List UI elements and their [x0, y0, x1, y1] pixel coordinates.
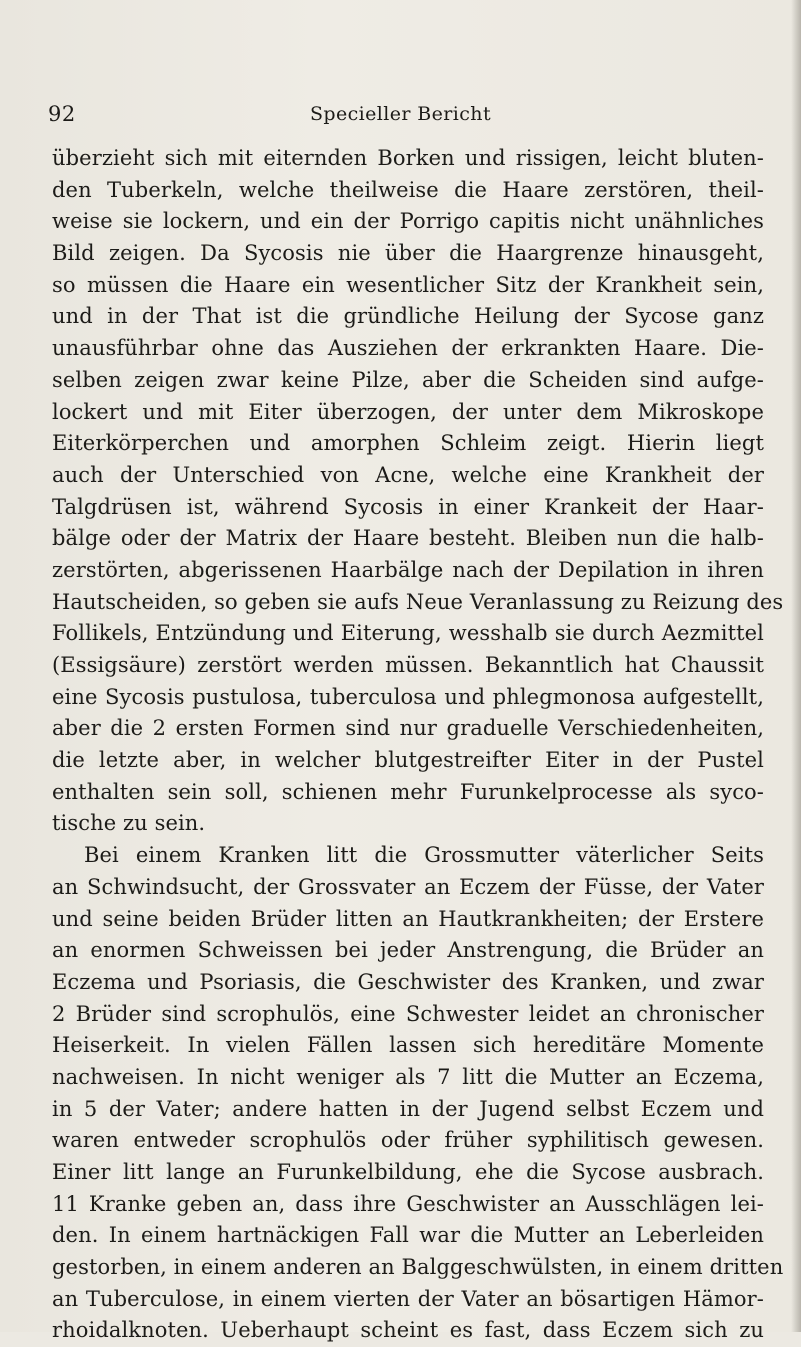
text-line: 2 Brüder sind scrophulös, eine Schwester leidet an chronischer [52, 1001, 764, 1026]
text-line: überzieht sich mit eiternden Borken und rissigen, leicht bluten- [52, 146, 764, 170]
text-line: enthalten sein soll, schienen mehr Furunkelprocesse als syco- [52, 779, 764, 804]
text-line: Eczema und Psoriasis, die Geschwister des Kranken, und zwar [52, 969, 764, 994]
text-line: (Essigsäure) zerstört werden müssen. Bekanntlich hat Chaussit [52, 653, 764, 677]
text-line: 11 Kranke geben an, dass ihre Geschwister an Ausschlägen lei- [52, 1191, 764, 1216]
text-line: den Tuberkeln, welche theilweise die Haare zerstören, theil- [52, 177, 764, 202]
text-line: selben zeigen zwar keine Pilze, aber die Scheiden sind aufge- [52, 367, 764, 392]
text-line: unausführbar ohne das Ausziehen der erkrankten Haare. Die- [52, 336, 764, 361]
text-line: Eiterkörperchen und amorphen Schleim zeigt. Hierin liegt [52, 431, 764, 456]
text-line: weise sie lockern, und ein der Porrigo capitis nicht unähnliches [52, 209, 764, 234]
text-line: Einer litt lange an Furunkelbildung, ehe die Sycose ausbrach. [52, 1160, 764, 1184]
text-line: lockert und mit Eiter überzogen, der unter dem Mikroskope [52, 399, 764, 424]
running-head: Specieller Bericht [310, 103, 491, 125]
text-line: Talgdrüsen ist, während Sycosis in einer Krankeit der Haar- [52, 494, 764, 519]
text-line: in 5 der Vater; andere hatten in der Jugend selbst Eczem und [52, 1096, 764, 1121]
body-text [52, 143, 784, 1347]
text-line: die letzte aber, in welcher blutgestreifter Eiter in der Pustel [52, 748, 764, 773]
text-line: so müssen die Haare ein wesentlicher Sitz der Krankheit sein, [52, 272, 764, 297]
text-line: aber die 2 ersten Formen sind nur graduelle Verschiedenheiten, [52, 716, 764, 741]
page-header [0, 99, 801, 135]
text-line: waren entweder scrophulös oder früher syphilitisch gewesen. [52, 1128, 764, 1153]
text-line: an Schwindsucht, der Grossvater an Eczem der Füsse, der Vater [52, 874, 764, 899]
text-line: zerstörten, abgerissenen Haarbälge nach der Depilation in ihren [52, 557, 764, 582]
text-line: Heiserkeit. In vielen Fällen lassen sich hereditäre Momente [52, 1033, 764, 1058]
text-line: eine Sycosis pustulosa, tuberculosa und phlegmonosa aufgestellt, [52, 684, 764, 709]
text-line: gestorben, in einem anderen an Balggeschwülsten, in einem dritten [52, 1255, 784, 1280]
text-line: rhoidalknoten. Ueberhaupt scheint es fast, dass Eczem sich zu [52, 1318, 764, 1343]
text-line: Hautscheiden, so geben sie aufs Neue Veranlassung zu Reizung des [52, 589, 784, 614]
text-line: bälge oder der Matrix der Haare besteht. Bleiben nun die halb- [52, 526, 764, 551]
text-line: an enormen Schweissen bei jeder Anstrengung, die Brüder an [52, 938, 764, 963]
text-line: und in der That ist die gründliche Heilung der Sycose ganz [52, 304, 764, 329]
text-line: Bild zeigen. Da Sycosis nie über die Haargrenze hinausgeht, [52, 241, 764, 266]
text-line: auch der Unterschied von Acne, welche eine Krankheit der [52, 462, 764, 487]
text-line: und seine beiden Brüder litten an Hautkrankheiten; der Erstere [52, 906, 764, 931]
text-line: den. In einem hartnäckigen Fall war die Mutter an Leberleiden [52, 1223, 764, 1248]
text-line: Follikels, Entzündung und Eiterung, wesshalb sie durch Aezmittel [52, 621, 764, 646]
paragraph-first-line: Bei einem Kranken litt die Grossmutter väterlicher Seits [84, 843, 764, 868]
paragraph-last-line: tische zu sein. [52, 811, 206, 836]
page-edge-shadow [791, 0, 801, 1332]
text-line: an Tuberculose, in einem vierten der Vater an bösartigen Hämor- [52, 1286, 764, 1311]
text-line: nachweisen. In nicht weniger als 7 litt die Mutter an Eczema, [52, 1064, 764, 1089]
page-number: 92 [48, 102, 76, 126]
